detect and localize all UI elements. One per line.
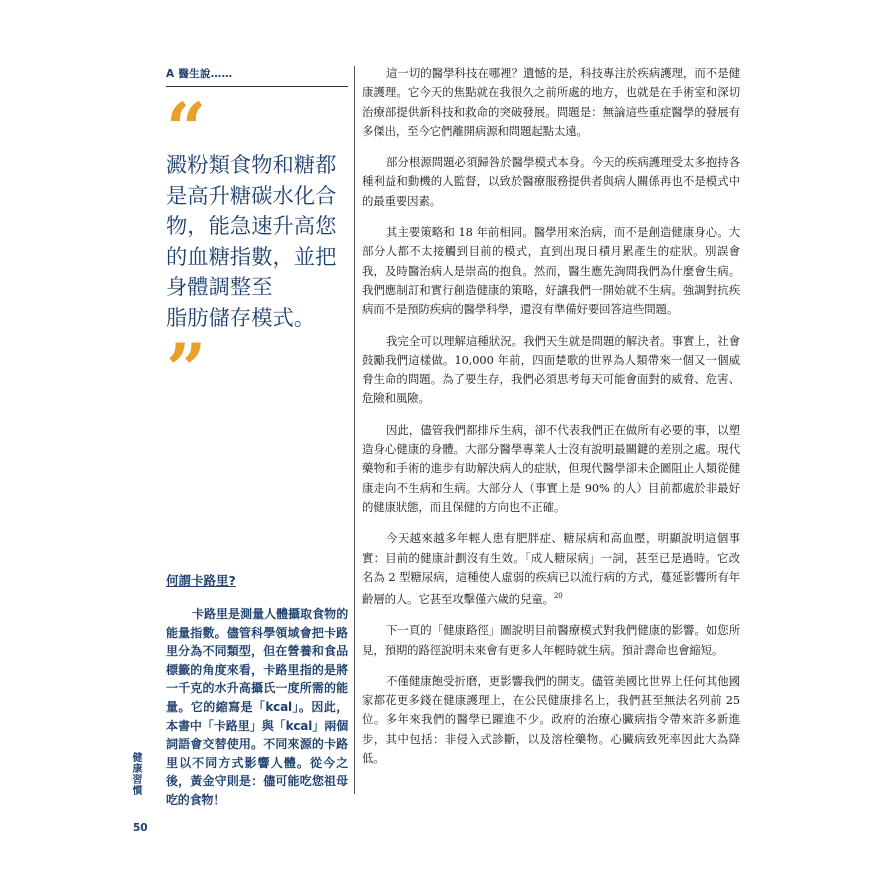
close-quote-mark: ” [166,328,207,411]
sidebar-box-body: 卡路里是測量人體攝取食物的能量指數。儘管科學領域會把卡路里分為不同類型，但在營養和食品標籤的角度來看，卡路里指的是將一千克的水升高攝氏一度所需的能量。它的縮寫是「kcal」。因此，本書中「卡路里」與「kcal」兩個詞語會交替使用。不同來源的卡路里以不同方式影響人體。從今之後，黃金守則是：儘可能吃您祖母吃的食物！ [166,607,348,807]
pull-quote: 澱粉類食物和糖都 是高升糖碳水化合 物，能急速升高您 的血糖指數，並把 身體調整至 脂肪儲存模式。 [166,153,337,331]
paragraph: 其主要策略和 18 年前相同。醫學用來治病，而不是創造健康身心。大部分人都不太接觸到目前的模式，直到出現日積月累產生的症狀。別誤會我，及時醫治病人是崇高的抱負。然而，醫生應先詢問我們為什麼會生病。我們應制訂和實行創造健康的策略，好讓我們一開始就不生病。強調對抗疾病而不是預防疾病的醫學科學，還沒有準備好要回答這些問題。 [362,225,740,317]
main-text [362,64,740,780]
section-label: A 醫生說…… [166,66,348,87]
sidebar [166,66,348,411]
paragraph: 部分根源問題必須歸咎於醫學模式本身。今天的疾病護理受太多抱持各種利益和動機的人監督，以致於醫療服務提供者與病人關係再也不是模式中的最重要因素。 [362,155,740,208]
paragraph: 因此，儘管我們都排斥生病，卻不代表我們正在做所有必要的事，以塑造身心健康的身體。大部分醫學專業人士沒有說明最關鍵的差別之處。現代藥物和手術的進步有助解決病人的症狀，但現代醫學卻未企圖阻止人類從健康走向不生病和生病。大部分人（事實上是 90% 的人）目前都處於非最好的健康狀態，而且保健的方向也不正確。 [362,422,740,514]
open-quote-mark: “ [166,87,207,170]
paragraph: 我完全可以理解這種狀況。我們天生就是問題的解決者。事實上，社會鼓勵我們這樣做。10,000 年前，四面楚歌的世界為人類帶來一個又一個威脅生命的問題。為了要生存，我們必須思考每天可能會面對的威脅、危害、危險和風險。 [362,333,740,406]
running-section-title: 健康習慣 [130,752,141,796]
paragraph: 不僅健康飽受折磨，更影響我們的開支。儘管美國比世界上任何其他國家都花更多錢在健康護理上，在公民健康排名上，我們甚至無法名列前 25 位。多年來我們的醫學已躍進不少。政府的治療心臟病指令帶來許多新進步，其中包括：非侵入式診斷，以及溶栓藥物。心臟病致死率因此大為降低。 [362,673,740,765]
footnote-ref: 20 [553,592,563,601]
page-number: 50 [133,822,148,834]
sidebar-box-heading: 何謂卡路里? [166,573,236,588]
paragraph: 這一切的醫學科技在哪裡？遺憾的是，科技專注於疾病護理，而不是健康護理。它今天的焦點就在我很久之前所處的地方，也就是在手術室和深切治療部提供新科技和救命的突破發展。問題是：無論這些重症醫學的發展有多傑出，至今它們離開病源和問題起點太遠。 [362,66,740,138]
paragraph-text: 今天越來越多年輕人患有肥胖症、糖尿病和高血壓，明顯說明這個事實：目前的健康計劃沒有生效。「成人糖尿病」一詞，甚至已是過時。它改名為 2 型糖尿病，這種使人虛弱的疾病已以流行病的方式，蔓延影響所有年齡層的人。它甚至攻擊僅六歲的兒童。 [362,531,740,606]
paragraph [362,529,740,609]
paragraph: 下一頁的「健康路徑」圖說明目前醫療模式對我們健康的影響。如您所見，預期的路徑說明未來會有更多人年輕時就生病。預計壽命也會縮短。 [362,623,740,657]
column-divider [354,66,355,794]
